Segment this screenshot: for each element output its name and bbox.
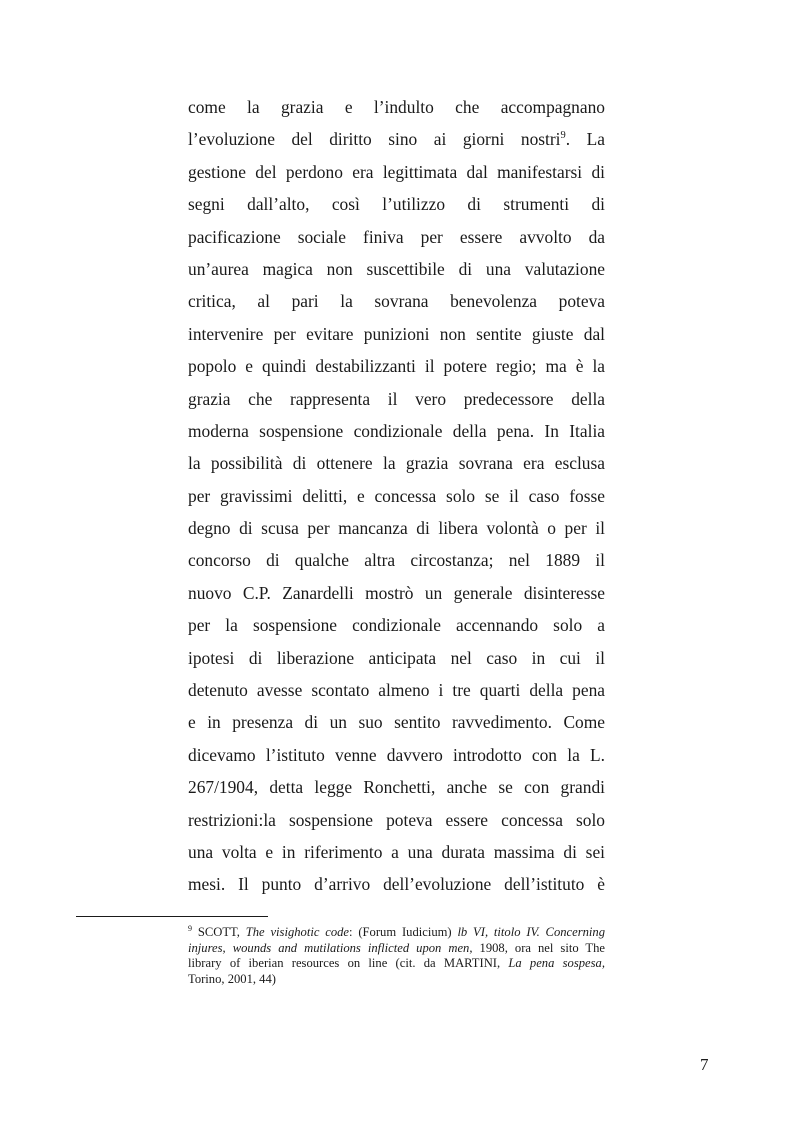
body-line: ipotesi di liberazione anticipata nel caso in cui il bbox=[188, 647, 605, 668]
body-text bbox=[188, 91, 605, 901]
body-line: moderna sospensione condizionale della pena. In Italia bbox=[188, 420, 605, 441]
body-line: concorso di qualche altra circostanza; nel 1889 il bbox=[188, 550, 605, 571]
body-line: pacificazione sociale finiva per essere avvolto da bbox=[188, 226, 605, 247]
body-line: segni dall’alto, così l’utilizzo di strumenti di bbox=[188, 194, 605, 215]
body-line: 267/1904, detta legge Ronchetti, anche se con grandi bbox=[188, 777, 605, 798]
body-line: degno di scusa per mancanza di libera volontà o per il bbox=[188, 518, 605, 539]
footnote-text: : (Forum Iudicium) bbox=[349, 925, 458, 939]
footnote-text: library of iberian resources on line (cit. da MARTINI, bbox=[188, 956, 509, 971]
footnote-line: Torino, 2001, 44) bbox=[188, 971, 276, 986]
body-line: la possibilità di ottenere la grazia sovrana era esclusa bbox=[188, 453, 605, 474]
body-line: intervenire per evitare punizioni non sentite giuste dal bbox=[188, 323, 605, 344]
body-line: e in presenza di un suo sentito ravvedimento. Come bbox=[188, 712, 605, 733]
footnote-mark: 9 bbox=[188, 924, 192, 933]
body-line: grazia che rappresenta il vero predecessore della bbox=[188, 388, 605, 409]
body-line: per la sospensione condizionale accennando solo a bbox=[188, 615, 605, 636]
footnote-separator bbox=[76, 916, 268, 917]
body-line: popolo e quindi destabilizzanti il potere regio; ma è la bbox=[188, 356, 605, 377]
body-line: detenuto avesse scontato almeno i tre quarti della pena bbox=[188, 680, 605, 701]
footnote-cited-title: La pena sospesa, bbox=[508, 956, 605, 971]
footnote-line bbox=[188, 925, 605, 941]
body-line: restrizioni:la sospensione poteva essere concessa solo bbox=[188, 809, 605, 830]
body-line: mesi. Il punto d’arrivo dell’evoluzione dell’istituto è bbox=[188, 874, 605, 895]
footnote-line bbox=[188, 941, 605, 957]
body-line: un’aurea magica non suscettibile di una valutazione bbox=[188, 258, 605, 279]
body-line: una volta e in riferimento a una durata massima di sei bbox=[188, 841, 605, 862]
footnote-text: 1908, ora nel sito The bbox=[472, 940, 606, 955]
body-line-tail: . La bbox=[565, 129, 605, 150]
body-line bbox=[188, 123, 605, 155]
body-line: come la grazia e l’indulto che accompagnano bbox=[188, 97, 605, 117]
footnote-line bbox=[188, 956, 605, 972]
body-line: dicevamo l’istituto venne davvero introdotto con la L. bbox=[188, 744, 605, 765]
footnote-italic-text: injures, wounds and mutilations inflicted upon men, bbox=[188, 940, 473, 955]
footnote-reference-italic: lb VI, titolo IV. Concerning bbox=[457, 925, 606, 939]
body-line: critica, al pari la sovrana benevolenza poteva bbox=[188, 291, 605, 312]
footnote bbox=[188, 925, 605, 987]
body-line: gestione del perdono era legittimata dal manifestarsi di bbox=[188, 161, 605, 182]
footnote-author: SCOTT, bbox=[197, 925, 246, 939]
page-number: 7 bbox=[700, 1055, 709, 1074]
body-line: per gravissimi delitti, e concessa solo se il caso fosse bbox=[188, 485, 605, 506]
footnote-title: The visighotic code bbox=[245, 925, 350, 939]
body-line: nuovo C.P. Zanardelli mostrò un generale disinteresse bbox=[188, 582, 605, 603]
body-line-text: l’evoluzione del diritto sino ai giorni nostri bbox=[188, 129, 561, 150]
footnote-reference[interactable]: 9 bbox=[560, 130, 566, 142]
